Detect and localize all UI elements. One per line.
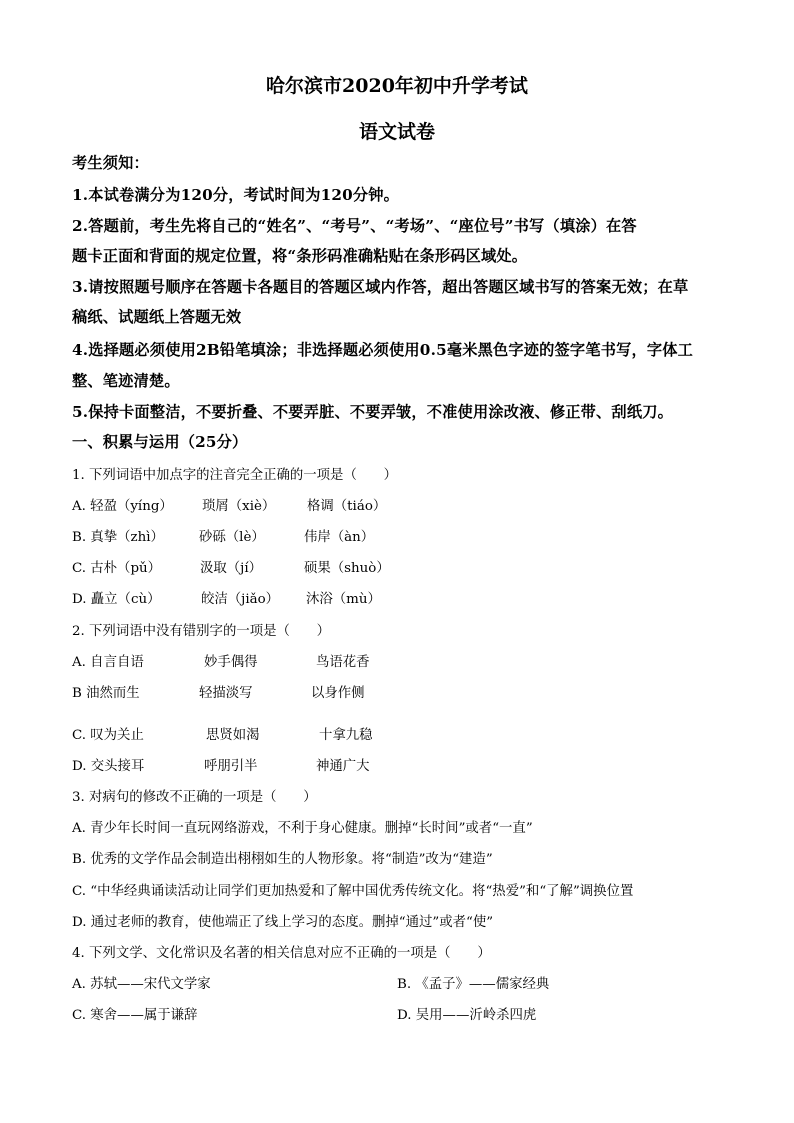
- notice-line: 2.答题前，考生先将自己的“姓名”、“考号”、“考场”、“座位号”书写（填涂）在答: [72, 217, 637, 235]
- q2-option-d-word: 神通广大: [316, 759, 370, 774]
- q1-option-a-word: 格调（tiáo）: [307, 499, 387, 514]
- notice-line: 1.本试卷满分为120分，考试时间为120分钟。: [72, 186, 400, 204]
- q2-option-b-word: 轻描淡写: [199, 686, 253, 701]
- q1-option-b: B. 真挚（zhì）: [72, 530, 164, 545]
- notice-line: 3.请按照题号顺序在答题卡各题目的答题区域内作答，超出答题区域书写的答案无效；在草: [72, 278, 689, 296]
- q1-option-d-word: 沐浴（mù）: [306, 592, 381, 607]
- q2-option-b: B 油然而生: [72, 686, 140, 701]
- exam-title: 哈尔滨市2020年初中升学考试: [266, 75, 528, 97]
- q4-option-d: D. 吴用——沂岭杀四虎: [397, 1008, 537, 1023]
- section-heading: 一、积累与运用（25分）: [72, 433, 248, 451]
- q1-option-d-word: 皎洁（jiǎo）: [201, 592, 280, 607]
- q3-option-b: B. 优秀的文学作品会制造出栩栩如生的人物形象。将“制造”改为“建造”: [72, 852, 493, 867]
- q2-option-d-word: 呼朋引半: [204, 759, 258, 774]
- q1-option-d: D. 矗立（cù）: [72, 592, 161, 607]
- q2-option-a-word: 鸟语花香: [316, 655, 370, 670]
- q2-option-d: D. 交头接耳: [72, 759, 145, 774]
- q1-option-c-word: 硕果（shuò）: [304, 561, 390, 576]
- q4-option-b: B. 《孟子》——儒家经典: [397, 977, 550, 992]
- q4-option-a: A. 苏轼——宋代文学家: [72, 977, 211, 992]
- q1-option-a: A. 轻盈（yíng）: [72, 499, 173, 514]
- question-1-stem: 1. 下列词语中加点字的注音完全正确的一项是（ ）: [72, 468, 398, 483]
- question-2-stem: 2. 下列词语中没有错别字的一项是（ ）: [72, 624, 331, 639]
- q1-option-b-word: 伟岸（àn）: [304, 530, 375, 545]
- q3-option-a: A. 青少年长时间一直玩网络游戏，不利于身心健康。删掉“长时间”或者“一直”: [72, 821, 533, 836]
- question-4-stem: 4. 下列文学、文化常识及名著的相关信息对应不正确的一项是（ ）: [72, 946, 491, 961]
- q1-option-a-word: 琐屑（xiè）: [202, 499, 276, 514]
- notice-heading: 考生须知：: [72, 154, 149, 172]
- q3-option-d: D. 通过老师的教育，使他端正了线上学习的态度。删掉“通过”或者“使”: [72, 915, 494, 930]
- notice-line: 5.保持卡面整洁，不要折叠、不要弄脏、不要弄皱，不准使用涂改液、修正带、刮纸刀。: [72, 403, 673, 421]
- notice-line: 4.选择题必须使用2B铅笔填涂；非选择题必须使用0.5毫米黑色字迹的签字笔书写，字体工: [72, 341, 694, 359]
- question-3-stem: 3. 对病句的修改不正确的一项是（ ）: [72, 790, 317, 805]
- q1-option-c: C. 古朴（pǔ）: [72, 561, 162, 576]
- q2-option-a-word: 妙手偶得: [204, 655, 258, 670]
- notice-line: 整、笔迹清楚。: [72, 372, 180, 390]
- q2-option-c: C. 叹为关止: [72, 728, 144, 743]
- notice-line: 稿纸、试题纸上答题无效: [72, 308, 242, 326]
- q3-option-c: C. “中华经典诵读活动让同学们更加热爱和了解中国优秀传统文化。将“热爱”和“了解”调换位置: [72, 884, 634, 899]
- q1-option-c-word: 汲取（jí）: [200, 561, 262, 576]
- q2-option-c-word: 十拿九稳: [319, 728, 373, 743]
- q1-option-b-word: 砂砾（lè）: [199, 530, 265, 545]
- exam-subtitle: 语文试卷: [358, 121, 435, 143]
- q2-option-c-word: 思贤如渴: [206, 728, 260, 743]
- q2-option-b-word: 以身作侧: [311, 686, 365, 701]
- q2-option-a: A. 自言自语: [72, 655, 144, 670]
- notice-line: 题卡正面和背面的规定位置，将“条形码准确粘贴在条形码区域处。: [72, 247, 528, 265]
- q4-option-c: C. 寒舍——属于谦辞: [72, 1008, 198, 1023]
